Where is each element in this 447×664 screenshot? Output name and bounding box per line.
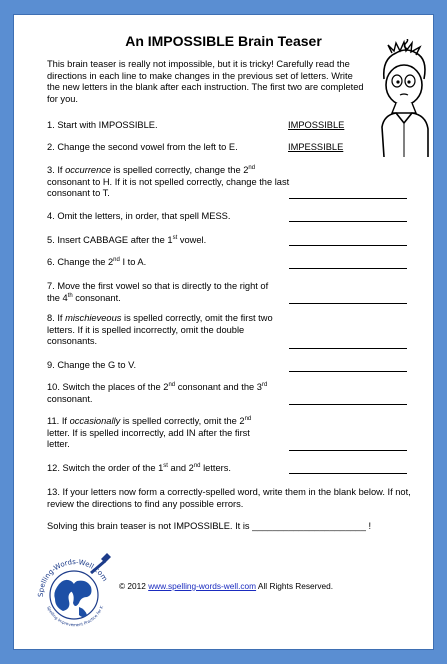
logo-top-text: Spelling-Words-Well.com [36,558,109,598]
worksheet [13,14,434,650]
question-6: 6. Change the 2nd I to A. [47,257,147,267]
question-11: 11. If occasionally is spelled correctly, omit the 2nd letter. If is spelled incorrectly, add IN after the first letter. [47,416,252,450]
answer-blank-10[interactable] [289,404,407,405]
answer-blank-5[interactable] [289,245,407,246]
answer-blank-12[interactable] [289,473,407,474]
answer-2: IMPESSIBLE [288,142,344,152]
question-8: 8. If mischieveous is spelled correctly, omit the first two letters. If it is spelled incorrectly, omit the double consonants. [47,313,273,347]
question-2: 2. Change the second vowel from the left to E. [47,142,238,152]
question-4: 4. Omit the letters, in order, that spell MESS. [47,211,231,221]
question-3: 3. If occurrence is spelled correctly, change the 2nd consonant to H. If it is not spelled correctly, change the last consonant to T. [47,165,290,199]
answer-blank-6[interactable] [289,268,407,269]
question-1: 1. Start with IMPOSSIBLE. [47,120,158,130]
question-9: 9. Change the G to V. [47,360,137,370]
answer-blank-11[interactable] [289,450,407,451]
answer-blank-3[interactable] [289,198,407,199]
logo-bottom-text: Spelling Improvement Practice for K [46,605,105,628]
question-10: 10. Switch the places of the 2nd consonant and the 3rd consonant. [47,382,268,404]
website-link[interactable]: www.spelling-words-well.com [148,581,257,591]
answer-blank-9[interactable] [289,371,407,372]
question-12: 12. Switch the order of the 1st and 2nd letters. [47,463,231,473]
footer-copyright: © 2012 www.spelling-words-well.com All Rights Reserved. [119,581,334,591]
question-5: 5. Insert CABBAGE after the 1st vowel. [47,235,207,245]
answer-blank-7[interactable] [289,303,407,304]
question-7: 7. Move the first vowel so that is directly to the right of the 4th consonant. [47,281,269,303]
answer-blank-8[interactable] [289,348,407,349]
thinking-boy-illustration [374,39,434,157]
worksheet-title: An IMPOSSIBLE Brain Teaser [125,33,322,49]
answer-1: IMPOSSIBLE [288,120,345,130]
intro-paragraph: This brain teaser is really not impossible, but it is tricky! Carefully read the directions in each line to make changes in the previous set of letters. Write the new letters in the blank after each instruction. The first two are completed for you. [47,59,364,104]
question-13: 13. If your letters now form a correctly-spelled word, write them in the blank below. If not, review the directions to find any possible errors. [47,487,411,509]
final-statement: Solving this brain teaser is not IMPOSSIBLE. It is ______________________ ! [47,521,372,531]
spelling-words-well-logo [31,545,117,637]
answer-blank-4[interactable] [289,221,407,222]
